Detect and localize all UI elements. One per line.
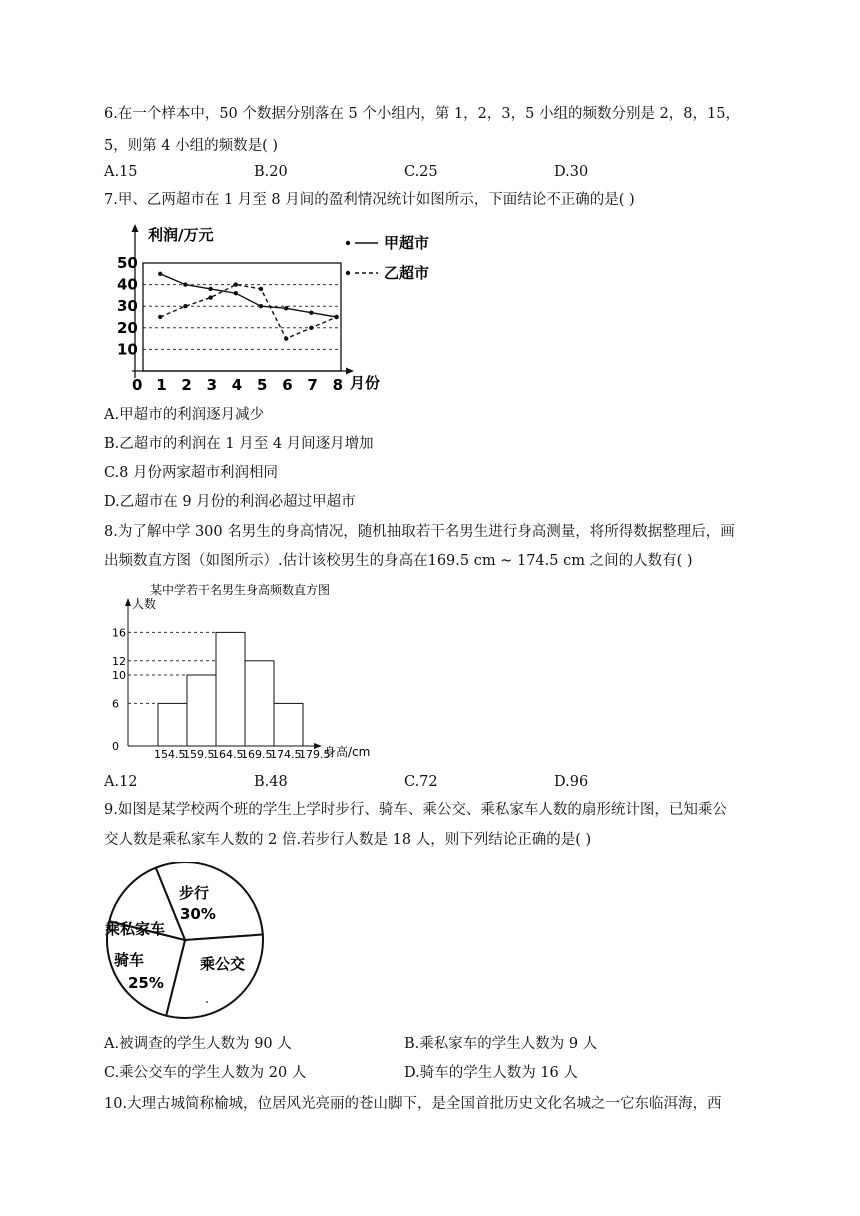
x-axis-label: 身高/cm bbox=[324, 745, 371, 759]
y-axis-label: 人数 bbox=[132, 597, 157, 611]
histogram-bar bbox=[216, 632, 245, 746]
x-tick-label: 6 bbox=[282, 376, 293, 394]
q7-option-d: D.乙超市在 9 月份的利润必超过甲超市 bbox=[104, 494, 356, 510]
legend-label: 乙超市 bbox=[384, 264, 430, 282]
q6-stem-line1: 6.在一个样本中，50 个数据分别落在 5 个小组内，第 1，2，3，5 小组的频数分别是 2，8，15， bbox=[104, 106, 740, 122]
data-point bbox=[183, 304, 187, 308]
histogram-bar bbox=[274, 703, 303, 746]
q9-option-a: A.被调查的学生人数为 90 人 bbox=[104, 1036, 292, 1052]
data-point bbox=[208, 287, 212, 291]
q9-stem-line1: 9.如图是某学校两个班的学生上学时步行、骑车、乘公交、乘私家车人数的扇形统计图，已知乘公 bbox=[104, 802, 727, 818]
q8-option-a: A.12 bbox=[104, 774, 138, 790]
q6-option-a: A.15 bbox=[104, 164, 138, 180]
data-point bbox=[208, 295, 212, 299]
y-tick-label: 40 bbox=[117, 275, 138, 294]
y-tick-label: 10 bbox=[117, 340, 138, 359]
histogram-bar bbox=[187, 675, 216, 746]
x-tick-label: 1 bbox=[156, 376, 167, 394]
y-tick-label: 10 bbox=[112, 669, 126, 682]
q6-stem-line2: 5，则第 4 小组的频数是( ) bbox=[104, 138, 279, 154]
profit-line-chart bbox=[100, 218, 460, 400]
q6-option-c: C.25 bbox=[404, 164, 438, 180]
data-point bbox=[284, 336, 288, 340]
q9-option-d: D.骑车的学生人数为 16 人 bbox=[404, 1065, 578, 1081]
x-tick-label: 3 bbox=[206, 376, 218, 394]
data-point bbox=[309, 326, 313, 330]
x-tick-label: 179.5 bbox=[299, 748, 331, 761]
y-axis-arrow bbox=[132, 224, 139, 232]
x-axis-label: 月份 bbox=[350, 374, 381, 392]
q8-stem-line2: 出频数直方图（如图所示）.估计该校男生的身高在169.5 cm ~ 174.5 cm 之间的人数有( ) bbox=[104, 553, 693, 569]
x-tick-label: 7 bbox=[307, 376, 318, 394]
q7-stem: 7.甲、乙两超市在 1 月至 8 月间的盈利情况统计如图所示，下面结论不正确的是( ) bbox=[104, 192, 635, 208]
data-point bbox=[259, 287, 263, 291]
x-tick-label: 164.5 bbox=[212, 748, 244, 761]
data-point bbox=[158, 272, 162, 276]
slice-label: 乘公交 bbox=[200, 955, 246, 973]
stray-dot bbox=[206, 1001, 208, 1003]
q9-option-b: B.乘私家车的学生人数为 9 人 bbox=[404, 1036, 598, 1052]
y-axis-arrow bbox=[125, 598, 131, 606]
y-axis-label: 利润/万元 bbox=[148, 226, 214, 244]
x-tick-label: 174.5 bbox=[270, 748, 302, 761]
legend-label: 甲超市 bbox=[384, 234, 430, 252]
x-tick-label: 4 bbox=[231, 376, 243, 394]
x-tick-label: 0 bbox=[132, 376, 143, 394]
data-point bbox=[284, 306, 288, 310]
data-point bbox=[259, 304, 263, 308]
y-tick-label: 6 bbox=[112, 697, 119, 711]
data-point bbox=[234, 291, 238, 295]
slice-label: 步行 bbox=[179, 884, 210, 902]
data-point bbox=[309, 310, 313, 314]
chart-title: 某中学若干名男生身高频数直方图 bbox=[150, 583, 331, 597]
data-point bbox=[334, 315, 338, 319]
data-point bbox=[234, 282, 238, 286]
slice-percent: 30% bbox=[180, 905, 216, 923]
q7-option-a: A.甲超市的利润逐月减少 bbox=[104, 407, 265, 423]
q10-stem-line1: 10.大理古城简称榆城，位居风光亮丽的苍山脚下，是全国首批历史文化名城之一它东临洱海，西 bbox=[104, 1096, 722, 1112]
q7-option-b: B.乙超市的利润在 1 月至 4 月间逐月增加 bbox=[104, 436, 374, 452]
histogram-bar bbox=[245, 661, 274, 746]
q6-option-b: B.20 bbox=[254, 164, 288, 180]
legend-marker bbox=[346, 271, 350, 275]
y-tick-label: 12 bbox=[112, 654, 126, 668]
x-tick-label: 8 bbox=[332, 376, 344, 394]
data-point bbox=[183, 282, 187, 286]
x-tick-label: 2 bbox=[181, 376, 192, 394]
x-tick-label: 169.5 bbox=[241, 748, 273, 761]
q9-option-c: C.乘公交车的学生人数为 20 人 bbox=[104, 1065, 307, 1081]
x-tick-label: 154.5 bbox=[154, 748, 186, 761]
x-tick-label: 5 bbox=[257, 376, 268, 394]
series-line-1 bbox=[160, 274, 336, 317]
y-tick-label: 50 bbox=[117, 254, 138, 272]
height-histogram bbox=[100, 578, 400, 768]
y-tick-label: 0 bbox=[112, 740, 119, 753]
q6-option-d: D.30 bbox=[554, 164, 589, 180]
transport-pie-chart bbox=[100, 862, 280, 1022]
q8-option-d: D.96 bbox=[554, 774, 589, 790]
x-tick-label: 159.5 bbox=[183, 748, 215, 761]
histogram-bar bbox=[158, 703, 187, 746]
q8-stem-line1: 8.为了解中学 300 名男生的身高情况，随机抽取若干名男生进行身高测量，将所得数据整理后，画 bbox=[104, 524, 735, 540]
slice-label: 乘私家车 bbox=[105, 920, 166, 938]
q8-option-b: B.48 bbox=[254, 774, 288, 790]
legend-marker bbox=[346, 241, 350, 245]
slice-label: 骑车 bbox=[114, 951, 145, 969]
y-tick-label: 30 bbox=[117, 297, 138, 316]
y-tick-label: 16 bbox=[112, 626, 126, 640]
q7-option-c: C.8 月份两家超市利润相同 bbox=[104, 465, 279, 481]
y-tick-label: 20 bbox=[117, 318, 138, 337]
slice-percent: 25% bbox=[128, 974, 164, 992]
data-point bbox=[158, 315, 162, 319]
q9-stem-line2: 交人数是乘私家车人数的 2 倍.若步行人数是 18 人，则下列结论正确的是( ) bbox=[104, 832, 592, 848]
q8-option-c: C.72 bbox=[404, 774, 438, 790]
